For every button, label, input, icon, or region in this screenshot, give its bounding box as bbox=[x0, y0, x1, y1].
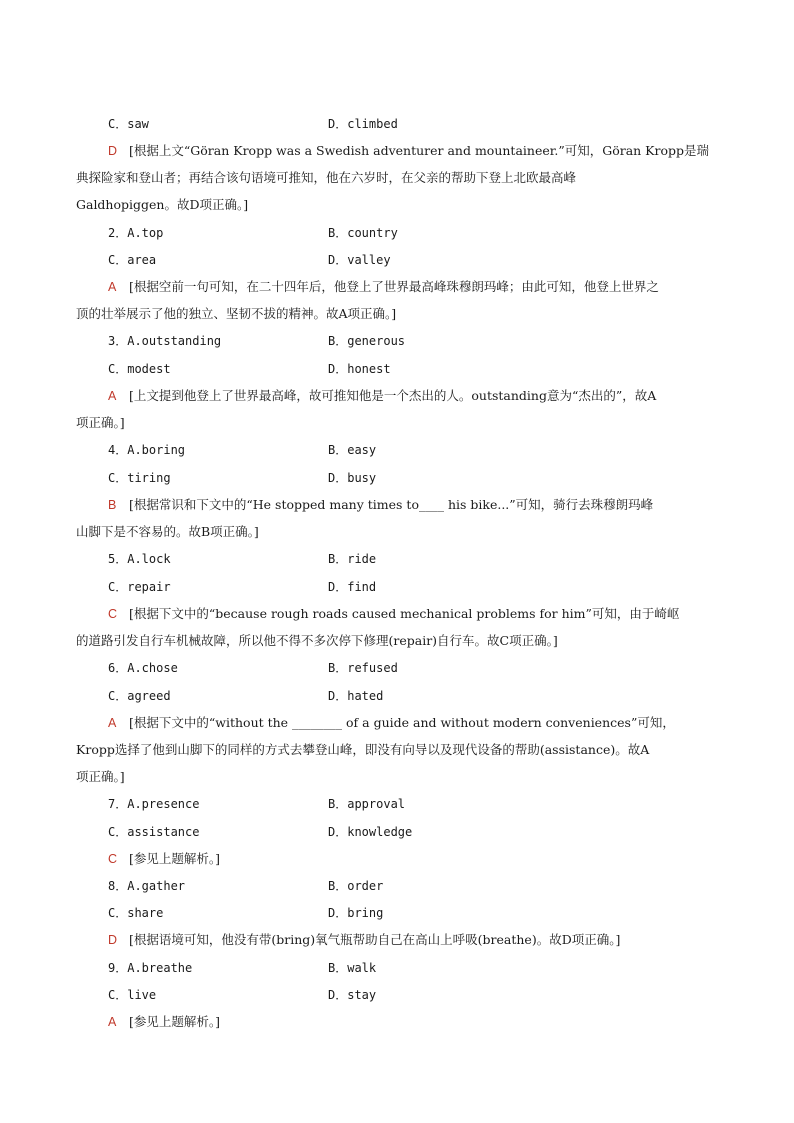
option-d: D．climbed bbox=[328, 117, 398, 131]
option-c: C．agreed bbox=[108, 689, 171, 703]
option-b: B．refused bbox=[328, 661, 398, 675]
option-d: D．knowledge bbox=[328, 825, 413, 839]
explanation-line: 山脚下是不容易的。故B项正确。] bbox=[76, 524, 259, 539]
option-c: C．assistance bbox=[108, 825, 200, 839]
option-c: C．live bbox=[108, 988, 157, 1002]
option-c: C．tiring bbox=[108, 471, 171, 485]
explanation-line: 顶的壮举展示了他的独立、坚韧不拔的精神。故A项正确。] bbox=[76, 306, 397, 321]
option-d: D．hated bbox=[328, 689, 384, 703]
option-a: 5．A.lock bbox=[108, 552, 171, 566]
option-a: 4．A.boring bbox=[108, 443, 186, 457]
option-a: 9．A.breathe bbox=[108, 961, 193, 975]
answer-letter: C bbox=[108, 852, 118, 866]
explanation-line: [根据空前一句可知，在二十四年后，他登上了世界最高峰珠穆朗玛峰；由此可知，他登上世界之 bbox=[129, 279, 659, 294]
explanation-line: [上文提到他登上了世界最高峰，故可推知他是一个杰出的人。outstanding意为“杰出的”，故A bbox=[129, 388, 657, 403]
option-b: B．country bbox=[328, 226, 398, 240]
explanation-line: 典探险家和登山者；再结合该句语境可推知，他在六岁时，在父亲的帮助下登上北欧最高峰 bbox=[76, 170, 577, 185]
option-a: 7．A.presence bbox=[108, 797, 200, 811]
option-b: B．approval bbox=[328, 797, 406, 811]
option-d: D．stay bbox=[328, 988, 377, 1002]
option-b: B．order bbox=[328, 879, 384, 893]
explanation-line: [根据上文“Göran Kropp was a Swedish adventurer and mountaineer.”可知，Göran Kropp是瑞 bbox=[129, 143, 710, 158]
answer-letter: B bbox=[108, 498, 117, 512]
option-d: D．find bbox=[328, 580, 377, 594]
answer-letter: D bbox=[108, 933, 118, 947]
explanation-line: Galdhopiggen。故D项正确。] bbox=[76, 197, 249, 212]
option-a: 6．A.chose bbox=[108, 661, 178, 675]
explanation-line: [根据常识和下文中的“He stopped many times to____ his bike...”可知，骑行去珠穆朗玛峰 bbox=[129, 497, 654, 512]
option-d: D．bring bbox=[328, 906, 384, 920]
option-b: B．ride bbox=[328, 552, 377, 566]
option-a: 3．A.outstanding bbox=[108, 334, 222, 348]
option-d: D．honest bbox=[328, 362, 391, 376]
option-b: B．generous bbox=[328, 334, 406, 348]
option-b: B．easy bbox=[328, 443, 377, 457]
option-d: D．busy bbox=[328, 471, 377, 485]
explanation-line: [根据语境可知，他没有带(bring)氧气瓶帮助自己在高山上呼吸(breathe)。故D项正确。] bbox=[129, 932, 621, 947]
option-c: C．share bbox=[108, 906, 164, 920]
explanation-line: Kropp选择了他到山脚下的同样的方式去攀登山峰，即没有向导以及现代设备的帮助(assistance)。故A bbox=[76, 742, 650, 757]
answer-letter: A bbox=[108, 716, 117, 730]
answer-letter: C bbox=[108, 607, 118, 621]
option-a: 8．A.gather bbox=[108, 879, 186, 893]
answer-letter: D bbox=[108, 144, 118, 158]
answer-letter: A bbox=[108, 389, 117, 403]
explanation-line: 项正确。] bbox=[76, 769, 125, 784]
explanation-line: 项正确。] bbox=[76, 415, 125, 430]
option-c: C．saw bbox=[108, 117, 149, 131]
explanation-line: [参见上题解析。] bbox=[129, 1014, 221, 1029]
explanation-line: [根据下文中的“without the ________ of a guide and without modern conveniences”可知， bbox=[129, 715, 675, 730]
option-c: C．modest bbox=[108, 362, 171, 376]
option-a: 2．A.top bbox=[108, 226, 164, 240]
answer-letter: A bbox=[108, 1015, 117, 1029]
answer-letter: A bbox=[108, 280, 117, 294]
explanation-line: [参见上题解析。] bbox=[129, 851, 221, 866]
option-b: B．walk bbox=[328, 961, 377, 975]
explanation-line: 的道路引发自行车机械故障，所以他不得不多次停下修理(repair)自行车。故C项正确。] bbox=[76, 633, 558, 648]
option-c: C．area bbox=[108, 253, 157, 267]
explanation-line: [根据下文中的“because rough roads caused mechanical problems for him”可知，由于崎岖 bbox=[129, 606, 680, 621]
option-d: D．valley bbox=[328, 253, 391, 267]
option-c: C．repair bbox=[108, 580, 171, 594]
